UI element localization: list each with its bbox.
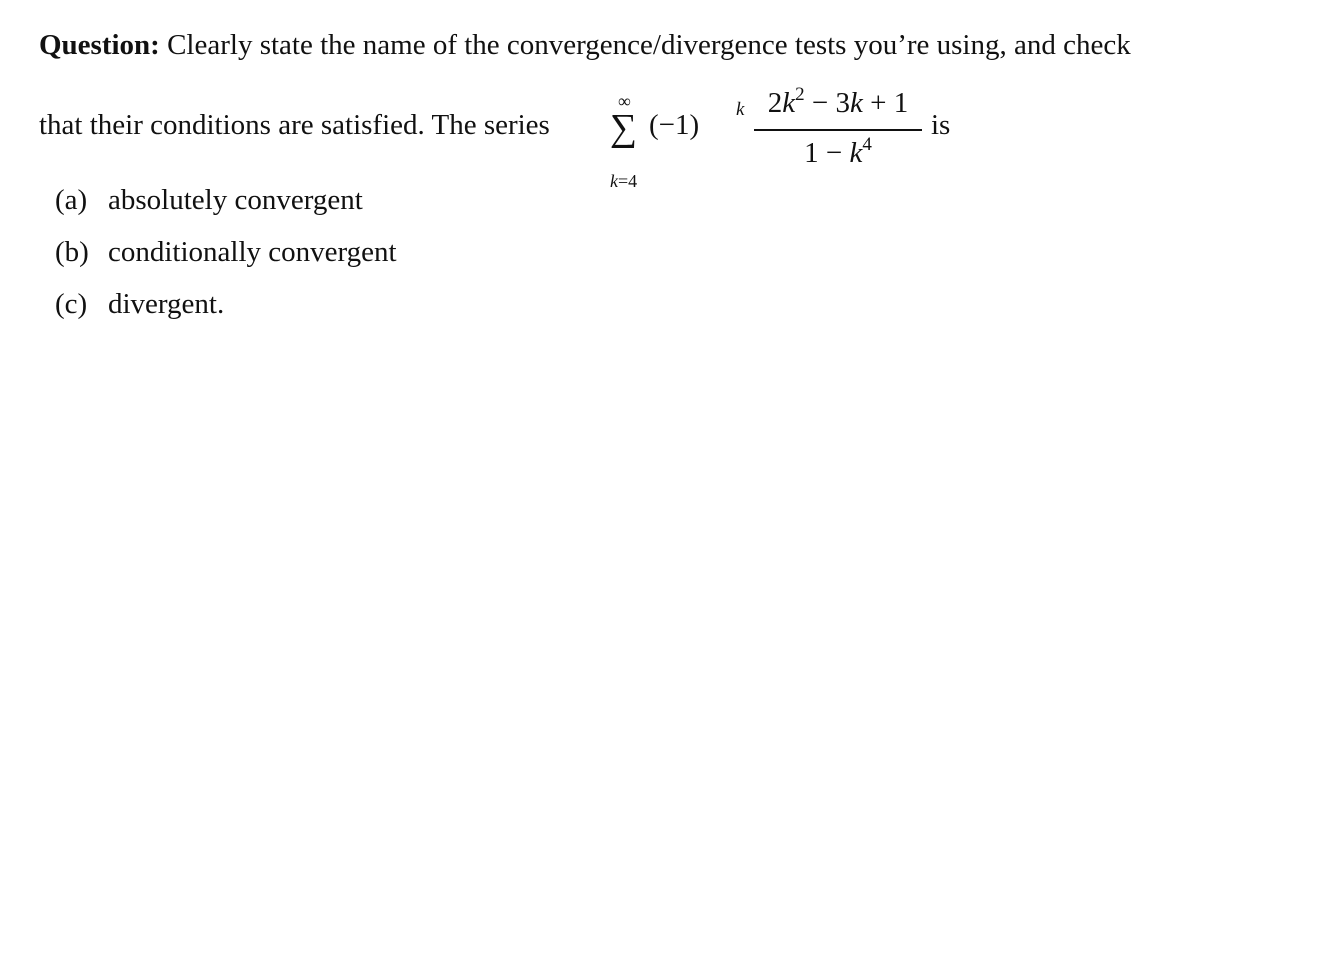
- choice-c: [55, 278, 397, 330]
- fraction-numerator: [754, 84, 922, 122]
- sign-exponent: k: [736, 99, 745, 120]
- question-label: Question:: [39, 29, 160, 61]
- choice-a: [55, 174, 397, 226]
- sum-index-start: =4: [618, 171, 638, 191]
- choice-label: (c): [55, 288, 88, 320]
- question-text-line-2: that their conditions are satisfied. The series: [39, 109, 550, 141]
- choice-text: absolutely convergent: [108, 184, 363, 216]
- question-line-2: [39, 64, 1319, 191]
- sum-index-var: k: [610, 171, 618, 191]
- question-text-tail: is: [931, 109, 951, 141]
- question-block: [39, 26, 1319, 191]
- choice-b: [55, 226, 397, 278]
- choice-label: (a): [55, 184, 88, 216]
- choice-label: (b): [55, 236, 89, 268]
- numerator-var-1: k: [782, 87, 796, 119]
- denominator-var: k: [849, 137, 863, 169]
- choice-text: divergent.: [108, 288, 225, 320]
- numerator-power: 2: [795, 84, 805, 105]
- fraction-denominator: [754, 134, 922, 172]
- denominator-lead: 1 −: [804, 137, 850, 169]
- alternating-sign: (−1): [649, 109, 700, 141]
- numerator-middle: − 3: [804, 87, 850, 119]
- question-line-1: [39, 26, 1319, 64]
- sum-lower-limit: [610, 172, 637, 190]
- denominator-power: 4: [862, 134, 872, 155]
- numerator-coef: 2: [767, 87, 783, 119]
- summation: [608, 92, 652, 192]
- choice-text: conditionally convergent: [108, 236, 397, 268]
- sigma-symbol: ∑: [610, 107, 638, 149]
- question-text-line-1: Clearly state the name of the convergence/divergence tests you’re using, and check: [167, 29, 1131, 61]
- numerator-end: + 1: [862, 87, 909, 119]
- series-fraction: [754, 84, 922, 174]
- answer-choices: [55, 174, 397, 330]
- sum-upper-limit: ∞: [618, 91, 631, 111]
- numerator-var-2: k: [850, 87, 863, 119]
- fraction-bar: [754, 129, 922, 131]
